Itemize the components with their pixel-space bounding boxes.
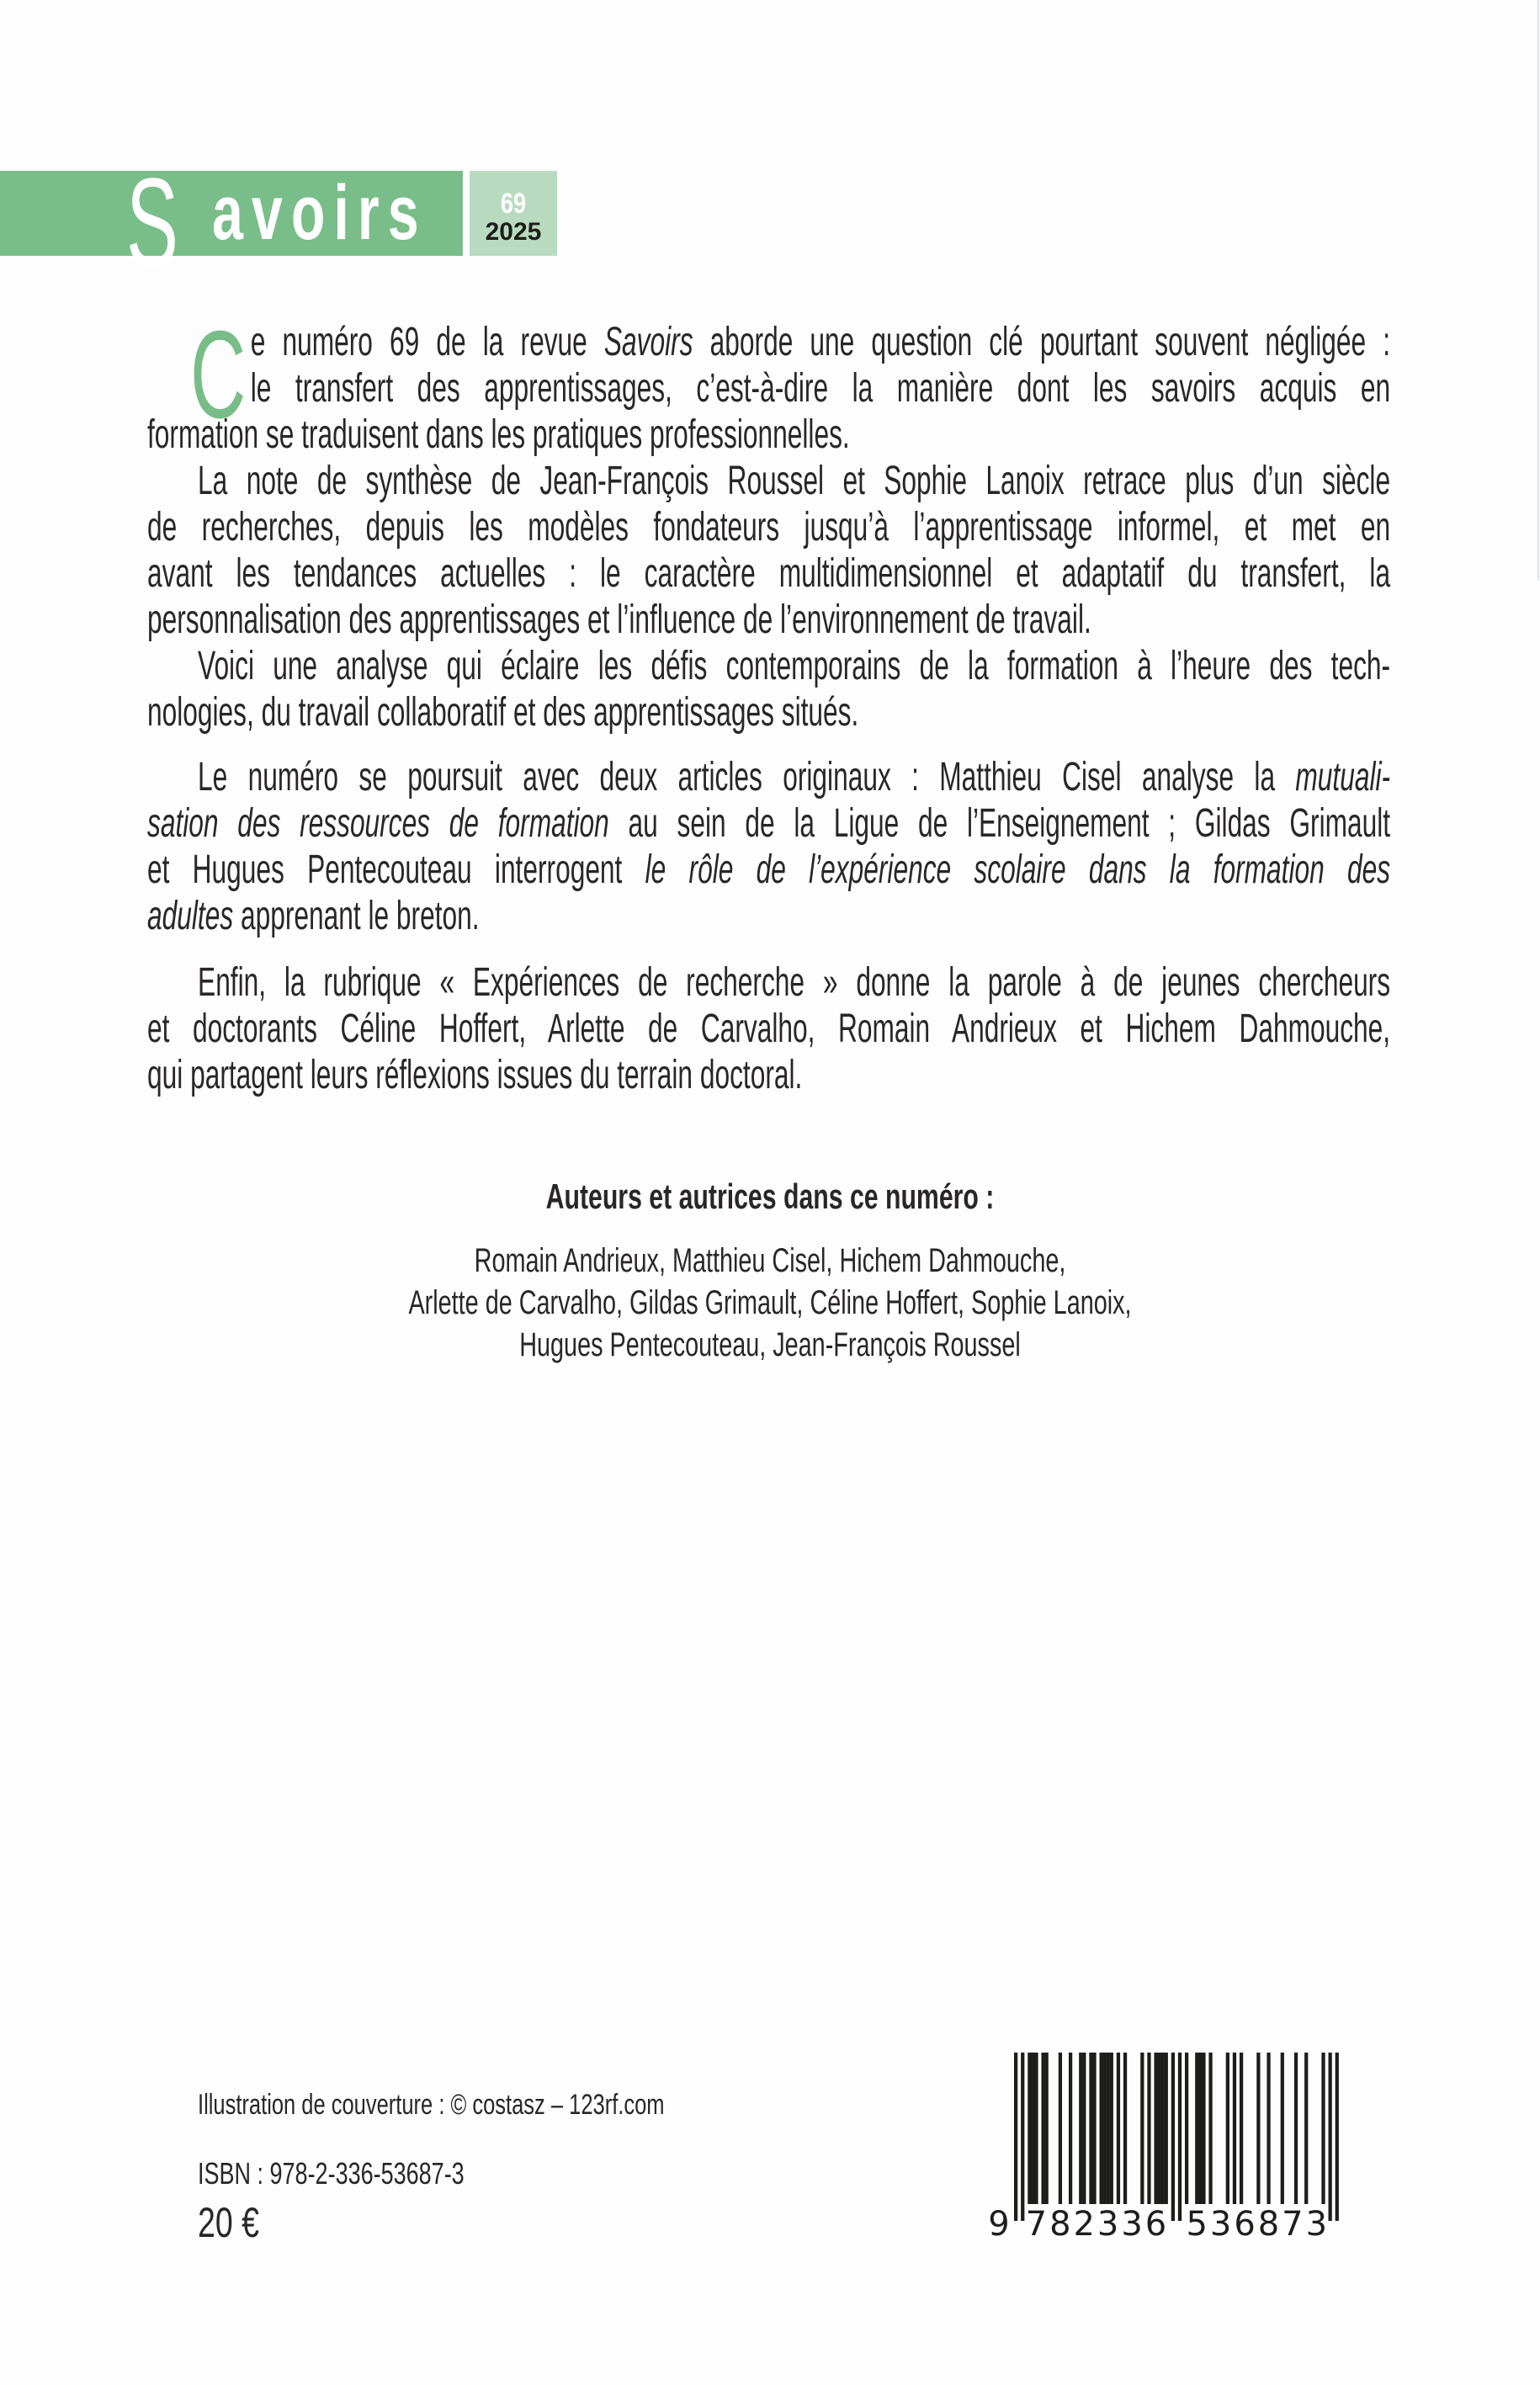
barcode-bar xyxy=(1226,2053,1229,2204)
text: de recherches, depuis les modèles fondateurs jusqu’à l’apprentissage informel, et met en xyxy=(147,505,1391,550)
text: personnalisation des apprentissages et l’influence de l’environnement de travail. xyxy=(147,598,1091,642)
barcode-bar xyxy=(1045,2053,1049,2204)
text-line xyxy=(147,550,1390,597)
barcode-digit: 6 xyxy=(1234,2205,1256,2244)
text: aborde une question clé pourtant souvent négligée : xyxy=(693,320,1391,364)
isbn: ISBN : 978-2-336-53687-3 xyxy=(198,2156,465,2191)
text-line xyxy=(147,754,1390,800)
barcode-bar xyxy=(1202,2053,1205,2204)
barcode-bar xyxy=(1208,2053,1212,2204)
barcode-bar xyxy=(1028,2053,1031,2204)
barcode-bar xyxy=(1059,2053,1062,2204)
text: apprenant le breton. xyxy=(233,894,480,938)
barcode-bar xyxy=(1089,2053,1092,2204)
text-line xyxy=(147,1006,1390,1052)
authors-heading: Auteurs et autrices dans ce numéro : xyxy=(545,1177,995,1216)
barcode-digit: 6 xyxy=(1144,2205,1167,2244)
barcode-bar xyxy=(1195,2053,1198,2204)
barcode-bar xyxy=(1103,2053,1107,2204)
barcode-bar xyxy=(1336,2053,1339,2221)
barcode-digit: 3 xyxy=(1209,2205,1232,2244)
italic-text: adultes xyxy=(147,894,234,938)
journal-title-initial: S xyxy=(126,151,179,293)
ean-barcode xyxy=(976,2045,1346,2247)
barcode-bar xyxy=(1267,2053,1270,2204)
italic-text: sation des ressources de formation xyxy=(147,801,609,846)
journal-title-band xyxy=(0,151,463,293)
barcode-bar xyxy=(1100,2053,1103,2204)
text-line xyxy=(147,893,1390,939)
italic-text: mutuali- xyxy=(1295,755,1391,799)
barcode-digit: 8 xyxy=(1257,2205,1280,2244)
text: Voici une analyse qui éclaire les défis contemporains de la formation à l’heure des tech- xyxy=(198,644,1391,688)
barcode-bar xyxy=(1140,2053,1144,2204)
text-line xyxy=(147,959,1390,1006)
barcode-bar xyxy=(1233,2053,1236,2204)
barcode-bar xyxy=(1147,2053,1150,2204)
barcode-digit: 7 xyxy=(1282,2205,1304,2244)
text: Le numéro se poursuit avec deux articles originaux : Matthieu Cisel analyse la xyxy=(198,755,1296,799)
text-line xyxy=(147,365,1390,412)
text: au sein de la Ligue de l’Enseignement ; Gildas Grimault xyxy=(608,801,1391,846)
barcode-bar xyxy=(1185,2053,1188,2204)
barcode-bar xyxy=(1178,2053,1182,2221)
barcode-bar xyxy=(1165,2053,1168,2204)
barcode-bar xyxy=(1021,2053,1024,2221)
text-line xyxy=(147,458,1390,504)
barcode-bar xyxy=(1041,2053,1044,2204)
authors-line: Arlette de Carvalho, Gildas Grimault, Céline Hoffert, Sophie Lanoix, xyxy=(408,1284,1132,1321)
barcode-digit: 3 xyxy=(1305,2205,1328,2244)
barcode-bar xyxy=(1117,2053,1120,2204)
barcode-bar xyxy=(1256,2053,1260,2204)
barcode-bar xyxy=(1123,2053,1127,2204)
cover-credit: Illustration de couverture : © costasz – 123rf.com xyxy=(198,2089,665,2121)
barcode-bar xyxy=(1154,2053,1157,2204)
text: formation se traduisent dans les pratiques professionnelles. xyxy=(147,412,850,457)
text-line xyxy=(147,847,1390,893)
paragraph xyxy=(147,959,1390,1098)
text-line xyxy=(147,319,1390,365)
barcode-bar xyxy=(1198,2053,1202,2204)
barcode-bar xyxy=(1069,2053,1072,2204)
barcode-bar xyxy=(1329,2053,1332,2221)
text-line xyxy=(147,412,1390,458)
issue-number: 69 xyxy=(500,188,527,220)
barcode-bar xyxy=(1161,2053,1165,2204)
authors-line: Romain Andrieux, Matthieu Cisel, Hichem Dahmouche, xyxy=(474,1242,1066,1279)
barcode-bar xyxy=(1031,2053,1034,2204)
text: Enfin, la rubrique « Expériences de recherche » donne la parole à de jeunes chercheurs xyxy=(198,960,1391,1005)
barcode-bar xyxy=(1107,2053,1110,2204)
authors-line: Hugues Pentecouteau, Jean-François Roussel xyxy=(519,1326,1021,1363)
italic-text: Savoirs xyxy=(603,320,693,364)
authors-list xyxy=(215,1240,1325,1366)
barcode-bar xyxy=(1034,2053,1038,2204)
price: 20 € xyxy=(198,2199,259,2246)
text: nologies, du travail collaboratif et des apprentissages situés. xyxy=(147,690,859,735)
barcode-digit: 3 xyxy=(1097,2205,1119,2244)
barcode-bar xyxy=(1092,2053,1096,2204)
issue-year: 2025 xyxy=(485,218,542,246)
barcode-bar xyxy=(1110,2053,1113,2204)
text-line xyxy=(147,689,1390,736)
barcode-digit: 8 xyxy=(1049,2205,1071,2244)
barcode-bar xyxy=(1304,2053,1308,2204)
barcode-bar xyxy=(1079,2053,1082,2204)
issue-box xyxy=(470,171,557,256)
text: qui partagent leurs réflexions issues du terrain doctoral. xyxy=(147,1053,803,1097)
drop-cap: C xyxy=(190,305,247,444)
text: le transfert des apprentissages, c’est-à-dire la manière dont les savoirs acquis en xyxy=(250,366,1391,411)
text: et Hugues Pentecouteau interrogent xyxy=(147,847,645,892)
barcode-bar xyxy=(1014,2053,1017,2221)
barcode-bar xyxy=(1082,2053,1086,2204)
text-line xyxy=(147,800,1390,847)
text-line xyxy=(147,504,1390,550)
journal-title-rest: avoirs xyxy=(212,170,427,256)
paragraph xyxy=(147,754,1390,939)
page-edge xyxy=(1537,0,1539,581)
barcode-bar xyxy=(1294,2053,1298,2204)
text: La note de synthèse de Jean-François Roussel et Sophie Lanoix retrace plus d’un siècle xyxy=(198,459,1391,503)
barcode-digit: 7 xyxy=(1025,2205,1048,2244)
barcode-digit: 5 xyxy=(1186,2205,1208,2244)
barcode-digit: 2 xyxy=(1073,2205,1095,2244)
barcode-bar xyxy=(1240,2053,1243,2204)
text-line xyxy=(147,597,1390,643)
text: e numéro 69 de la revue xyxy=(250,320,604,364)
text-line xyxy=(147,643,1390,689)
barcode-bar xyxy=(1171,2053,1175,2221)
text-line xyxy=(147,1052,1390,1098)
barcode-digit: 3 xyxy=(1121,2205,1143,2244)
paragraph xyxy=(147,319,1390,736)
italic-text: le rôle de l’expérience scolaire dans la formation des xyxy=(645,847,1391,892)
barcode-bar xyxy=(1281,2053,1284,2204)
text: avant les tendances actuelles : le caractère multidimensionnel et adaptatif du transfert, la xyxy=(147,551,1391,596)
text: et doctorants Céline Hoffert, Arlette de Carvalho, Romain Andrieux et Hichem Dahmouche, xyxy=(147,1007,1391,1051)
barcode-bar xyxy=(1158,2053,1161,2204)
barcode-digit: 9 xyxy=(988,2205,1010,2244)
barcode-bar xyxy=(1321,2053,1325,2204)
